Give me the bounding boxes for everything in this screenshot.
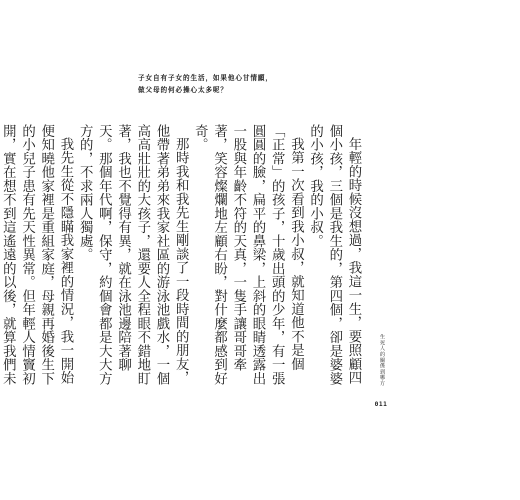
body-paragraph: 我先生從不隱瞞我家裡的情況，我一開始便知曉他家裡是重組家庭，母親再婚後生下的小兒子患有先天性異常。但年輕人情竇初開，實在想不到這遙遠的以後，就算我們未 bbox=[0, 124, 73, 386]
epigraph-line: 子女自有子女的生活，如果他心甘情願， bbox=[138, 74, 273, 82]
epigraph bbox=[138, 72, 338, 96]
body-paragraph: 我第一次看到我小叔，就知道他不是個「正常」的孩子，十歲出頭的少年，有一張圓圓的臉，扁平的鼻梁，上斜的眼睛透露出一股與年齡不符的天真，一隻手讓哥哥牽著，笑容燦爛地左顧右盼，對什麼都感到好奇。 bbox=[192, 124, 304, 386]
epigraph-line: 做父母的何必操心太多呢？ bbox=[138, 86, 228, 94]
body-paragraph: 那時我和我先生剛談了一段時間的朋友，他帶著弟弟來我家社區的游泳池戲水，一個高高壯壯的大孩子，還要人全程眼不錯地盯著，我也不覺得有異，就在泳池邊陪著聊天。那個年代啊，保守，約個會都是大大方方的，不求兩人獨處。 bbox=[77, 124, 189, 386]
running-head: 生死人的關係到哪方 bbox=[379, 334, 385, 387]
page-number: 011 bbox=[374, 401, 388, 408]
body-paragraph: 年輕的時候沒想過，我這一生，要照顧四個小孩，三個是我生的，第四個，卻是婆婆的小孩，我的小叔。 bbox=[307, 124, 361, 386]
body-text bbox=[0, 124, 363, 388]
